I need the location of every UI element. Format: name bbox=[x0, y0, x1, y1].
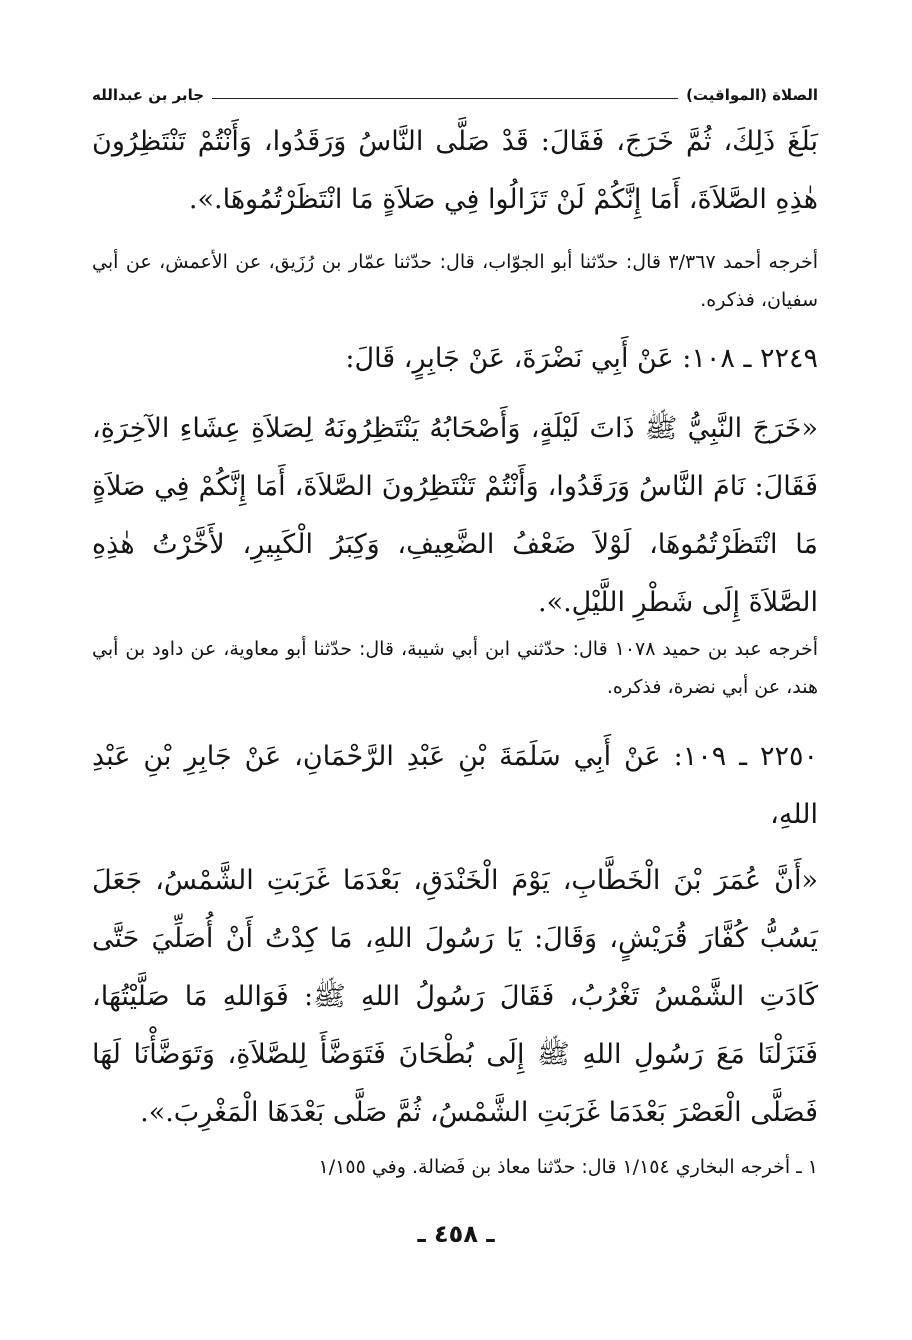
running-header bbox=[92, 82, 818, 108]
takhrij-note: أخرجه أحمد ٣/٣٦٧ قال: حدّثنا أبو الجوّاب، قال: حدّثنا عمّار بن رُزَيق، عن الأعمش، عن أبي سفيان، فذكره. bbox=[92, 251, 818, 311]
hadith-text: «أَنَّ عُمَرَ بْنَ الْخَطَّابِ، يَوْمَ الْخَنْدَقِ، بَعْدَمَا غَرَبَتِ الشَّمْسُ، جَعَلَ يَسُبُّ كُفَّارَ قُرَيْشٍ، وَقَالَ: يَا رَسُولَ اللهِ، مَا كِدْتُ أَنْ أُصَلِّيَ حَتَّى كَادَتِ الشَّمْسُ تَغْرُبُ، فَقَالَ رَسُولُ اللهِ ﷺ: فَوَاللهِ مَا صَلَّيْتُهَا، فَنَزَلْنَا مَعَ رَسُولِ اللهِ ﷺ إِلَى بُطْحَانَ فَتَوَضَّأَ لِلصَّلاَةِ، وَتَوَضَّأْنَا لَهَا فَصَلَّى الْعَصْرَ بَعْدَمَا غَرَبَتِ الشَّمْسُ، ثُمَّ صَلَّى بَعْدَهَا الْمَغْرِبَ.». bbox=[92, 865, 818, 1128]
header-narrator-name: جابر بن عبدالله bbox=[92, 86, 205, 104]
page-number: ـ ٤٥٨ ـ bbox=[417, 1220, 495, 1248]
takhrij-note: ١ ـ أخرجه البخاري ١/١٥٤ قال: حدّثنا معاذ بن فَضالة. وفي ١/١٥٥ bbox=[318, 1156, 818, 1178]
hadith-heading: ٢٢٤٩ ـ ١٠٨: عَنْ أَبِي نَضْرَةَ، عَنْ جَابِرٍ، قَالَ: bbox=[345, 343, 818, 374]
hadith-text-continued: بَلَغَ ذَلِكَ، ثُمَّ خَرَجَ، فَقَالَ: قَدْ صَلَّى النَّاسُ وَرَقَدُوا، وَأَنْتُمْ تَنْتَظِرُونَ هٰذِهِ الصَّلاَةَ، أَمَا إِنَّكُمْ لَنْ تَزَالُوا فِي صَلاَةٍ مَا انْتَظَرْتُمُوهَا.». bbox=[92, 126, 818, 215]
takhrij-note: أخرجه عبد بن حميد ١٠٧٨ قال: حدّثني ابن أبي شيبة، قال: حدّثنا أبو معاوية، عن داود بن أبي هند، عن أبي نضرة، فذكره. bbox=[92, 638, 818, 698]
header-rule bbox=[212, 98, 678, 99]
header-chapter-title: الصلاة (المواقيت) bbox=[686, 86, 818, 104]
hadith-heading: ٢٢٥٠ ـ ١٠٩: عَنْ أَبِي سَلَمَةَ بْنِ عَبْدِ الرَّحْمَانِ، عَنْ جَابِرِ بْنِ عَبْدِ اللهِ، bbox=[92, 741, 818, 830]
hadith-text: «خَرَجَ النَّبِيُّ ﷺ ذَاتَ لَيْلَةٍ، وَأَصْحَابُهُ يَنْتَظِرُونَهُ لِصَلاَةِ عِشَاءِ الآخِرَةِ، فَقَالَ: نَامَ النَّاسُ وَرَقَدُوا، وَأَنْتُمْ تَنْتَظِرُونَ الصَّلاَةَ، أَمَا إِنَّكُمْ فِي صَلاَةٍ مَا انْتَظَرْتُمُوهَا، لَوْلاَ ضَعْفُ الضَّعِيفِ، وَكِبَرُ الْكَبِيرِ، لأَخَّرْتُ هٰذِهِ الصَّلاَةَ إِلَى شَطْرِ اللَّيْلِ.». bbox=[92, 413, 818, 618]
